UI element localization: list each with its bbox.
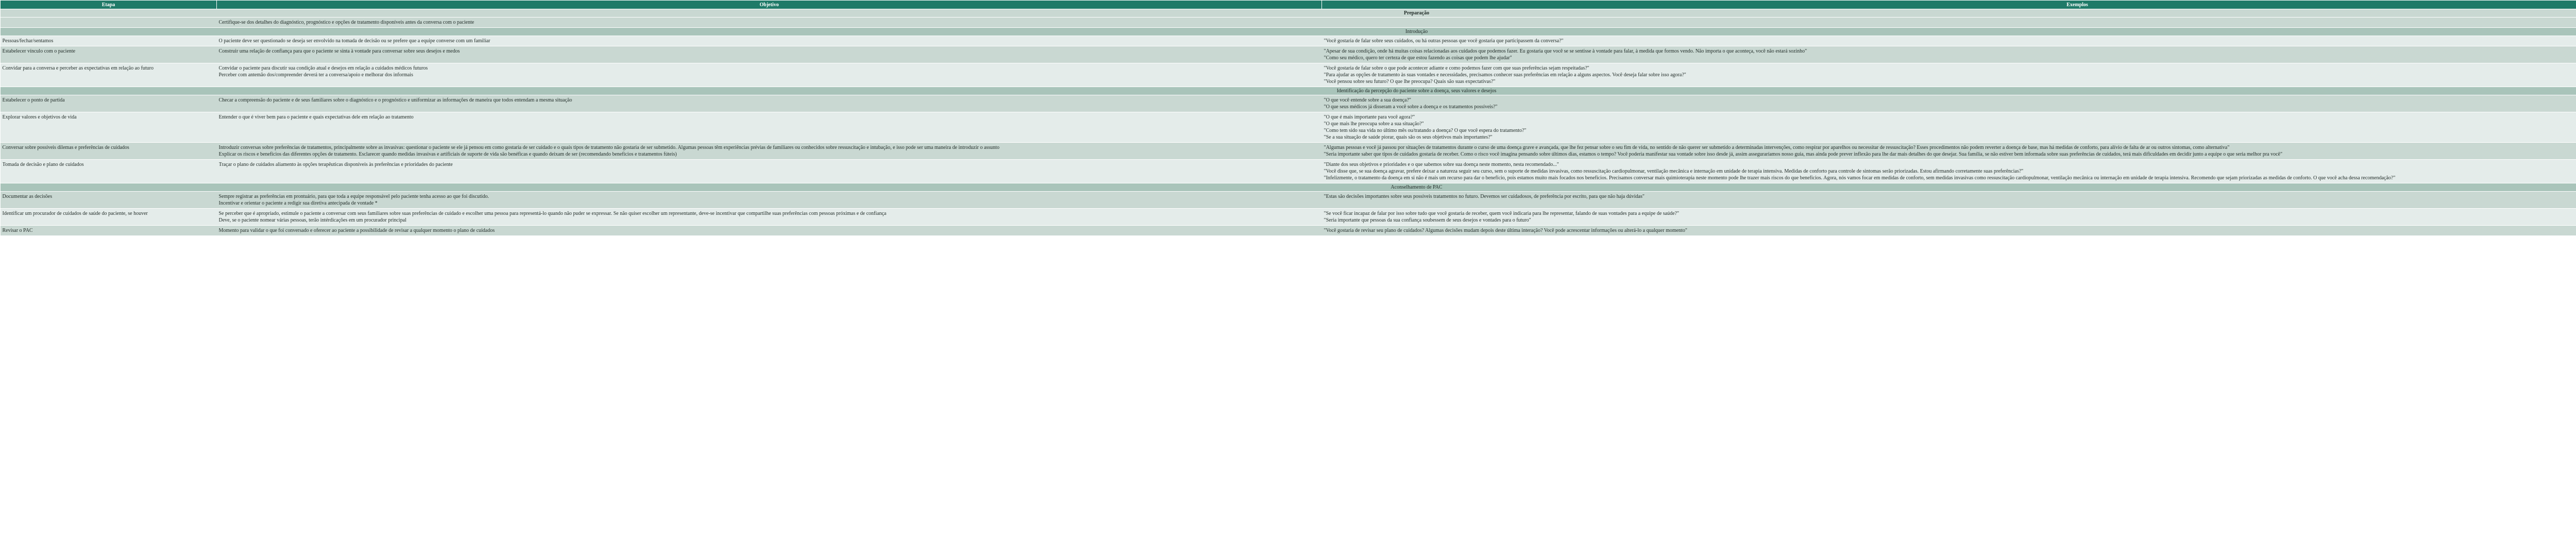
objective-line: Se perceber que é apropriado, estimule o paciente a conversar com seus familiares sobre suas preferências de cuidado e escolher uma pessoa para representá-lo quando não puder se expressar. Se não quiser escolher um representante, deve-se incentivar que compartilhe suas preferências com pessoas próximas e de confiança	[218, 211, 887, 216]
examples-cell	[1322, 143, 2576, 160]
stage-cell	[1, 192, 217, 209]
example-line: "Você gostaria de revisar seu plano de cuidados? Algumas decisões mudam depois deste última interação? Você pode acrescentar informações ou alterá-lo a qualquer momento"	[1324, 228, 1687, 233]
examples-cell	[1322, 112, 2576, 143]
stage-cell	[1, 63, 217, 87]
example-line: "Como seu médico, quero ter certeza de que estou fazendo as coisas que podem lhe ajudar"	[1324, 55, 1512, 61]
table-row	[1, 209, 2576, 226]
objective-line: Construir uma relação de confiança para que o paciente se sinta à vontade para conversar sobre seus desejos e medos	[218, 48, 460, 54]
examples-cell	[1322, 63, 2576, 87]
table-row	[1, 95, 2576, 112]
header-examples: Exemplos	[1322, 1, 2576, 9]
stage-cell	[1, 46, 217, 63]
examples-cell	[1322, 160, 2576, 183]
table-body	[1, 9, 2576, 236]
table-row	[1, 63, 2576, 87]
stage-text: Revisar o PAC	[2, 228, 33, 233]
stage-text: Conversar sobre possíveis dilemas e preferências de cuidados	[2, 145, 129, 150]
example-line: "O que seus médicos já disseram a você sobre a doença e os tratamentos possíveis?"	[1324, 104, 1498, 110]
example-line: "Algumas pessoas e você já passou por situações de tratamentos durante o curso de uma doença grave e avançada, que lhe fez pensar sobre o seu fim de vida, no sentido de não querer ser submetido a determinadas intervenções, como respirar por aparelhos ou necessitar de ressuscitação? Esses procedimentos não podem reverter a doença de base, mas há medidas de conforto, para alívio de falta de ar ou outros sintomas, como alternativa"	[1324, 145, 2230, 150]
table-row	[1, 36, 2576, 46]
table-row	[1, 192, 2576, 209]
objective-cell	[217, 63, 1322, 87]
stage-text: Identificar um procurador de cuidados de saúde do paciente, se houver	[2, 211, 148, 216]
table-row	[1, 160, 2576, 183]
objective-line: Entender o que é viver bem para o paciente e quais expectativas dele em relação ao tratamento	[218, 114, 414, 120]
table-row	[1, 112, 2576, 143]
objective-cell	[217, 226, 1322, 236]
examples-cell	[1322, 209, 2576, 226]
objective-line: Incentivar e orientar o paciente a redigir sua diretiva antecipada de vontade *	[218, 200, 378, 206]
example-line: "Seria importante saber que tipos de cuidados gostaria de receber. Como o risco você imagina pensando sobre últimos dias, estamos o tempo? Você poderia manifestar sua vontade sobre isso desde já, assim asseguraríamos nosso guia, mas ainda pode prever inflexão para lhe dar mais detalhes do que desejar. Sua família, se não estiver bem informada sobre suas preferências de cuidados, terá mais dificuldades em decidir junto a equipe o que seria melhor pra você"	[1324, 151, 2283, 157]
advance-care-planning-table	[0, 0, 2576, 235]
table-row	[1, 18, 2576, 28]
stage-text: Estabelecer o ponto de partida	[2, 97, 65, 103]
examples-cell	[1322, 46, 2576, 63]
examples-cell	[1322, 226, 2576, 236]
section-title: Identificação da percepção do paciente sobre a doença, seus valores e desejos	[1, 87, 2576, 95]
example-line: "Você gostaria de falar sobre seus cuidados, ou há outras pessoas que você gostaria que participassem da conversa?"	[1324, 38, 1564, 44]
objective-line: Certifique-se dos detalhes do diagnóstico, prognóstico e opções de tratamento disponíveis antes da conversa com o paciente	[218, 20, 474, 25]
objective-cell	[217, 160, 1322, 183]
example-line: "Seria importante que pessoas da sua confiança soubessem de seus desejos e vontades para o futuro"	[1324, 217, 1531, 223]
objective-line: Deve, se o paciente nomear várias pessoas, terão intérdicações em um procurador principal	[218, 217, 406, 223]
objective-line: Sempre registrar as preferências em prontuário, para que toda a equipe responsável pelo paciente tenha acesso ao que foi discutido.	[218, 194, 489, 199]
objective-line: Perceber com antemão dos/compreender deverá ter a conversa/apoio e melhorar dos informais	[218, 72, 413, 78]
section-title: Introdução	[1, 28, 2576, 36]
header-objective: Objetivo	[217, 1, 1322, 9]
section-header-row	[1, 9, 2576, 18]
examples-cell	[1322, 192, 2576, 209]
example-line: "Para ajudar as opções de tratamento às suas vontades e necessidades, precisamos conhecer suas preferências em relação a alguns aspectos. Você deseja falar sobre isso agora?"	[1324, 72, 1686, 78]
stage-cell	[1, 226, 217, 236]
stage-text: Explorar valores e objetivos de vida	[2, 114, 77, 120]
stage-text: Documentar as decisões	[2, 194, 53, 199]
stage-cell	[1, 95, 217, 112]
example-line: "Você pensou sobre seu futuro? O que lhe preocupa? Quais são suas expectativas?"	[1324, 79, 1496, 85]
objective-line: O paciente deve ser questionado se deseja ser envolvido na tomada de decisão ou se prefere que a equipe converse com um familiar	[218, 38, 490, 44]
example-line: "Se a sua situação de saúde piorar, quais são os seus objetivos mais importantes?"	[1324, 134, 1493, 140]
stage-cell	[1, 160, 217, 183]
stage-text: Tomada de decisão e plano de cuidados	[2, 162, 84, 167]
objective-cell	[217, 36, 1322, 46]
objective-line: Convidar o paciente para discutir sua condição atual e desejos em relação a cuidados médicos futuros	[218, 65, 428, 71]
examples-cell	[1322, 36, 2576, 46]
header-stage: Etapa	[1, 1, 217, 9]
stage-cell	[1, 112, 217, 143]
stage-cell	[1, 36, 217, 46]
examples-cell	[1322, 95, 2576, 112]
table-row	[1, 226, 2576, 236]
section-title: Aconselhamento de PAC	[1, 183, 2576, 192]
example-line: "Você gostaria de falar sobre o que pode acontecer adiante e como podemos fazer com que suas preferências sejam respeitadas?"	[1324, 65, 1589, 71]
stage-cell	[1, 18, 217, 28]
stage-cell	[1, 143, 217, 160]
example-line: "Você disse que, se sua doença agravar, prefere deixar a natureza seguir seu curso, sem o suporte de medidas invasivas, como ressuscitação cardiopulmonar, ventilação mecânica e internação em unidade de terapia intensiva. Medidas de conforto para controle de sintomas serão priorizadas. Estou afirmando corretamente suas preferências?"	[1324, 168, 2024, 174]
example-line: "Infelizmente, o tratamento da doença em si não é mais um recurso para dar o benefício, pois estamos muito mais focados nos benefícios. Precisamos conversar mais quimioterapia neste momento pode lhe trazer mais riscos do que benefícios. Agora, nós vamos focar em medidas de conforto, sem medidas invasivas como ressuscitação cardiopulmonar, ventilação mecânica ou internação em unidade de terapia intensiva. Recomendo que sejam priorizadas as medidas de conforto. O que você acha dessa recomendação?"	[1324, 175, 2396, 181]
example-line: "O que mais lhe preocupa sobre a sua situação?"	[1324, 121, 1424, 127]
table-row	[1, 46, 2576, 63]
objective-cell	[217, 112, 1322, 143]
objective-cell	[217, 209, 1322, 226]
header-row	[1, 1, 2576, 9]
stage-text: Pessoas/fechar/sentamos	[2, 38, 54, 44]
objective-cell	[217, 192, 1322, 209]
section-header-row	[1, 87, 2576, 95]
section-header-row	[1, 28, 2576, 36]
section-title: Preparação	[1, 9, 2576, 18]
objective-line: Momento para validar o que foi conversado e oferecer ao paciente a possibilidade de revisar a qualquer momento o plano de cuidados	[218, 228, 495, 233]
examples-cell	[1322, 18, 2576, 28]
objective-line: Introduzir conversas sobre preferências de tratamentos, principalmente sobre as invasivas: questionar o paciente se ele já pensou em como gostaria de ser cuidado e o quais tipos de tratamento não gostaria de ser submetido. Algumas pessoas têm experiências prévias de familiares ou conhecidos sobre ressuscitação e intubação, e isso pode ser uma maneira de introduzir o assunto	[218, 145, 999, 150]
example-line: "O que você entende sobre a sua doença?"	[1324, 97, 1411, 103]
objective-line: Explicar os riscos e benefícios das diferentes opções de tratamento. Esclarecer quando medidas invasivas e artificiais de suporte de vida são benéficas e quando deixam de ser (recomendando benefícios e tratamentos fúteis)	[218, 151, 677, 157]
example-line: "O que é mais importante para você agora?"	[1324, 114, 1415, 120]
objective-cell	[217, 143, 1322, 160]
stage-text: Estabelecer vínculo com o paciente	[2, 48, 76, 54]
section-header-row	[1, 183, 2576, 192]
objective-line: Traçar o plano de cuidados aliamento às opções terapêuticas disponíveis às preferências e prioridades do paciente	[218, 162, 453, 167]
objective-cell	[217, 18, 1322, 28]
stage-text: Convidar para a conversa e perceber as expectativas em relação ao futuro	[2, 65, 154, 71]
objective-cell	[217, 46, 1322, 63]
objective-line: Checar a compreensão do paciente e de seus familiares sobre o diagnóstico e o prognóstico e uniformizar as informações de maneira que todos entendam a mesma situação	[218, 97, 572, 103]
stage-cell	[1, 209, 217, 226]
example-line: "Como tem sido sua vida no último mês ou/tratando a doença? O que você espera do tratamento?"	[1324, 128, 1527, 133]
example-line: "Se você ficar incapaz de falar por isso sobre tudo que você gostaria de receber, quem você indicaria para lhe representar, falando de suas vontades para a equipe de saúde?"	[1324, 211, 1680, 216]
example-line: "Apesar de sua condição, onde há muitas coisas relacionadas aos cuidados que podemos fazer. Eu gostaria que você se se sentisse à vontade para falar, à medida que formos vendo. Não importa o que aconteça, você não estará sozinho"	[1324, 48, 1807, 54]
example-line: "Estas são decisões importantes sobre seus possíveis tratamentos no futuro. Devemos ser cuidadosos, de preferência por escrito, para que não haja dúvidas"	[1324, 194, 1645, 199]
table-row	[1, 143, 2576, 160]
objective-cell	[217, 95, 1322, 112]
example-line: "Diante dos seus objetivos e prioridades e o que sabemos sobre sua doença neste momento, nesta recomendado..."	[1324, 162, 1559, 167]
